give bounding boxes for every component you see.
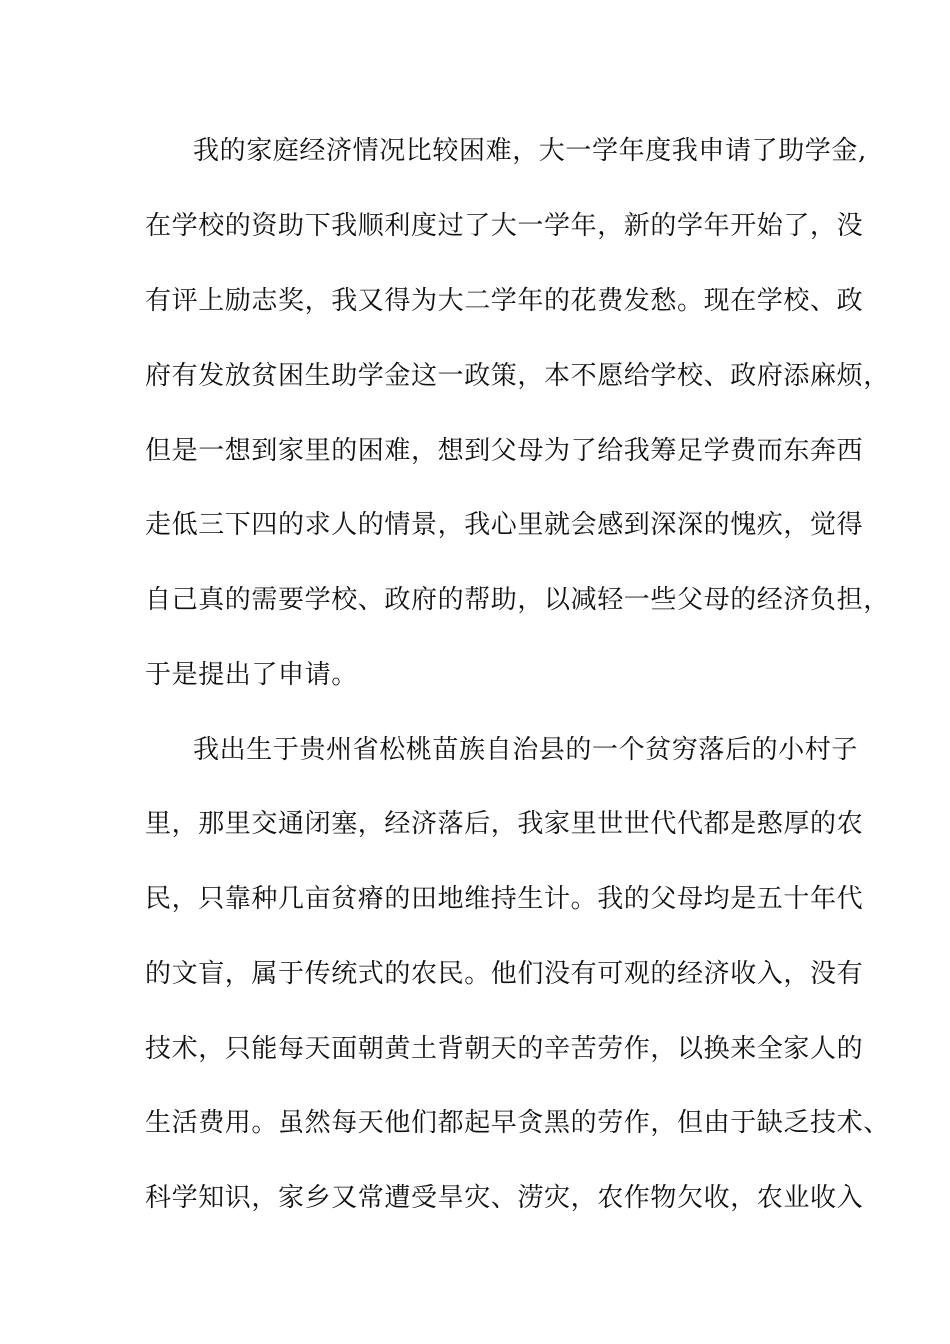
paragraph-2-line-3: 民，只靠种几亩贫瘠的田地维持生计。我的父母均是五十年代 (145, 884, 864, 914)
paragraph-1-line-2: 在学校的资助下我顺利度过了大一学年，新的学年开始了，没 (145, 211, 864, 241)
paragraph-2-line-6: 生活费用。虽然每天他们都起早贪黑的劳作，但由于缺乏技术、 (145, 1108, 890, 1138)
paragraph-2-line-7: 科学知识，家乡又常遭受旱灾、涝灾，农作物欠收，农业收入 (145, 1183, 864, 1213)
paragraph-2-line-5: 技术，只能每天面朝黄土背朝天的辛苦劳作，以换来全家人的 (145, 1034, 864, 1064)
paragraph-1-line-6: 走低三下四的求人的情景，我心里就会感到深深的愧疚，觉得 (145, 510, 864, 540)
paragraph-1-line-8: 于是提出了申请。 (145, 660, 358, 690)
paragraph-1-line-7: 自己真的需要学校、政府的帮助，以减轻一些父母的经济负担， (145, 585, 890, 615)
paragraph-1-line-5: 但是一想到家里的困难，想到父母为了给我筹足学费而东奔西 (145, 436, 864, 466)
paragraph-2-line-4: 的文盲，属于传统式的农民。他们没有可观的经济收入，没有 (145, 959, 864, 989)
paragraph-2-line-1: 我出生于贵州省松桃苗族自治县的一个贫穷落后的小村子 (193, 735, 859, 765)
paragraph-1-line-1: 我的家庭经济情况比较困难，大一学年度我申请了助学金, (193, 136, 867, 166)
paragraph-1-line-3: 有评上励志奖，我又得为大二学年的花费发愁。现在学校、政 (145, 286, 864, 316)
paragraph-1-line-4: 府有发放贫困生助学金这一政策，本不愿给学校、政府添麻烦， (145, 361, 890, 391)
paragraph-2-line-2: 里，那里交通闭塞，经济落后，我家里世世代代都是憨厚的农 (145, 809, 864, 839)
